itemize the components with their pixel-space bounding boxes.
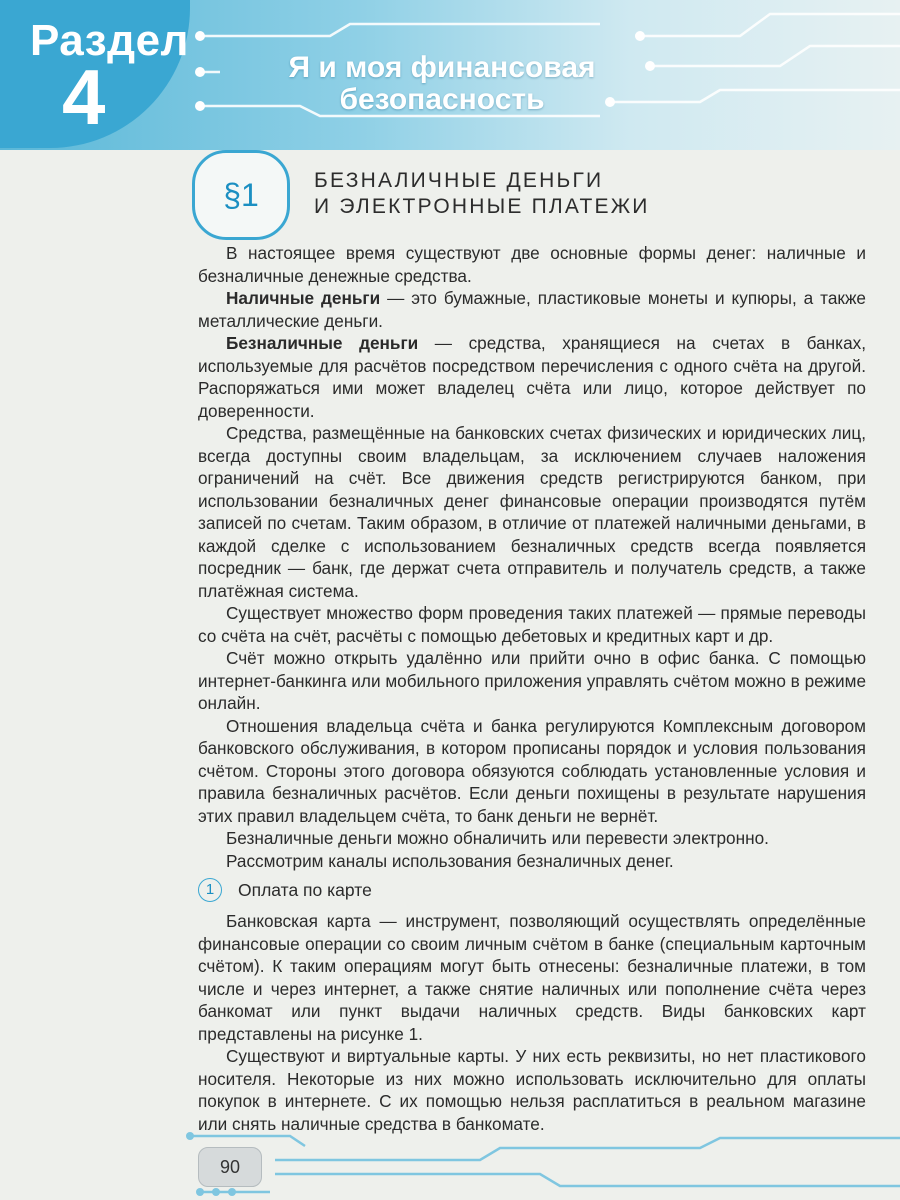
text-paragraph: Средства, размещённые на банковских счетах физических и юридических лиц, всегда доступны своим владельцам, за исключением случаев наложения ограничений на счёт. Все движения средств регистрируются банком, при использовании безналичных денег финансовые операции производятся путём записей по счетам. Таким образом, в отличие от платежей наличными деньгами, в каждой сделке с использованием безналичных средств всегда появляется посредник — банк, где держат счета отправитель и получатель средств, а также платёжная система. <box>198 423 866 601</box>
paragraph-badge: §1 <box>192 150 290 240</box>
page-number: 90 <box>198 1147 262 1187</box>
term-cash: Наличные деньги <box>226 288 381 308</box>
definition-cash: — это бумажные, пластиковые монеты и купюры, а также металлические деньги. <box>198 288 866 331</box>
paragraph-title-line1: БЕЗНАЛИЧНЫЕ ДЕНЬГИ <box>314 169 604 192</box>
footer-circuit-decoration <box>180 1130 900 1200</box>
text-paragraph <box>198 287 866 332</box>
text-paragraph: Банковская карта — инструмент, позволяющий осуществлять определённые финансовые операции со своим личным счётом в банке (специальным карточным счётом). К таким операциям могут быть отнесены: безналичные платежи, в том числе и через интернет, а также снятие наличных или пополнение счёта через банкомат или пункт выдачи наличных средств. Виды банковских карт представлены на рисунке 1. <box>198 911 866 1044</box>
text-paragraph: Существует множество форм проведения таких платежей — прямые переводы со счёта на счёт, расчёты с помощью дебетовых и кредитных карт и др. <box>198 603 866 646</box>
main-text <box>198 242 866 1135</box>
paragraph-title <box>314 168 650 221</box>
text-paragraph: Рассмотрим каналы использования безналичных денег. <box>226 850 674 871</box>
text-paragraph <box>198 332 866 422</box>
subheading-text: Оплата по карте <box>238 879 372 900</box>
text-paragraph: Счёт можно открыть удалённо или прийти очно в офис банка. С помощью интернет-банкинга или мобильного приложения управлять счётом можно в режиме онлайн. <box>198 648 866 713</box>
text-paragraph: Отношения владельца счёта и банка регулируются Комплексным договором банковского обслуживания, в котором прописаны порядок и условия пользования счётом. Стороны этого договора обязуются соблюдать установленные условия и правила безналичных расчётов. Если деньги похищены в результате нарушения этих правил владельцем счёта, то банк деньги не вернёт. <box>198 715 866 826</box>
section-label: Раздел <box>30 16 189 65</box>
text-paragraph: Безналичные деньги можно обналичить или перевести электронно. <box>226 828 769 848</box>
chapter-title: Я и моя финансовая безопасность <box>288 51 596 116</box>
paragraph-title-line2: И ЭЛЕКТРОННЫЕ ПЛАТЕЖИ <box>314 195 650 219</box>
subheading <box>198 878 866 902</box>
definition-cashless: — средства, хранящиеся на счетах в банках, используемые для расчётов посредством перечисления с одного счёта на другой. Распоряжаться ими может владелец счёта или лицо, которое действует по доверенности. <box>198 333 866 421</box>
text-paragraph: В настоящее время существуют две основные формы денег: наличные и безналичные денежные средства. <box>198 243 866 286</box>
text-paragraph: Существуют и виртуальные карты. У них есть реквизиты, но нет пластикового носителя. Некоторые из них можно использовать исключительно для оплаты покупок в интернете. С их помощью нельзя расплатиться в реальном магазине или снять наличные средства в банкомате. <box>198 1046 866 1134</box>
term-cashless: Безналичные деньги <box>226 333 419 353</box>
subheading-number: 1 <box>198 878 222 902</box>
section-number: 4 <box>62 53 106 141</box>
